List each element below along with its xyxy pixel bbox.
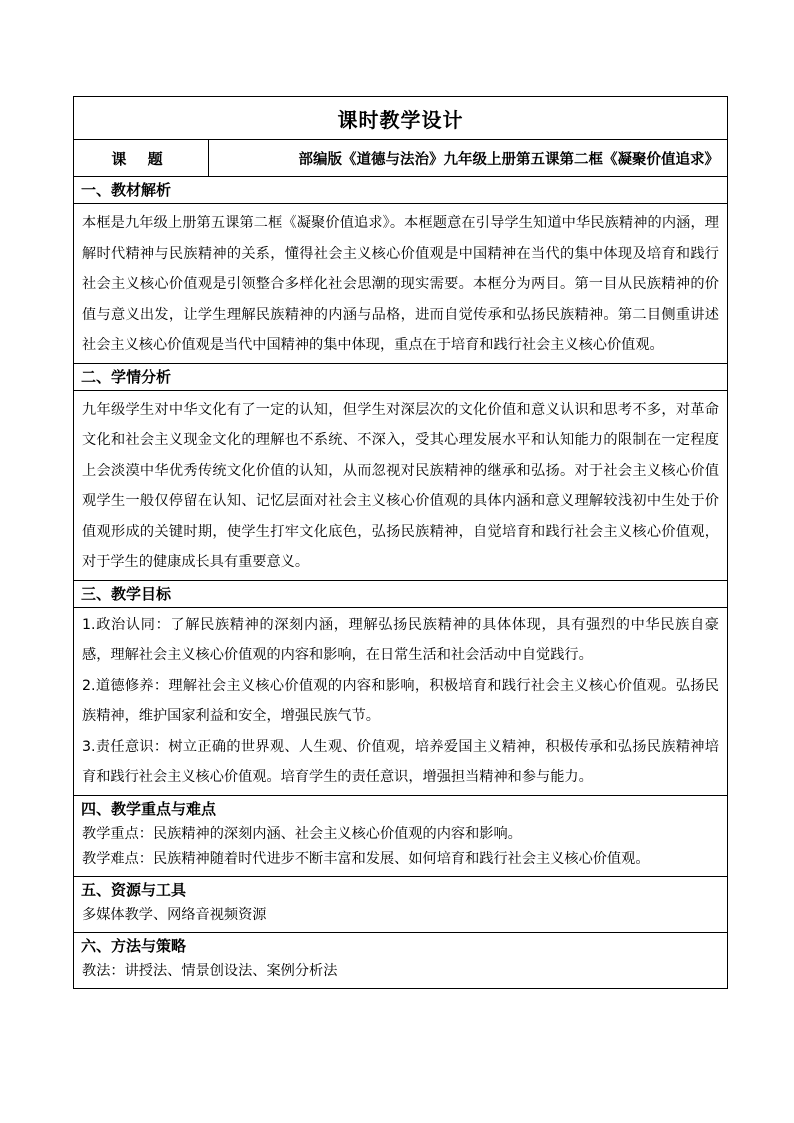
key-point-item: 教学重点：民族精神的深刻内涵、社会主义核心价值观的内容和影响。: [82, 825, 522, 842]
section-body-resources: [74, 903, 727, 932]
goal-item: 1.政治认同：了解民族精神的深刻内涵，理解弘扬民族精神的具体体现，具有强烈的中华民族自豪感，理解社会主义核心价值观的内容和影响，在日常生活和社会活动中自觉践行。: [82, 616, 719, 663]
topic-row: [74, 139, 727, 176]
page-title: 课时教学设计: [337, 107, 464, 132]
section-heading-material: 一、教材解析: [74, 176, 727, 203]
section-body-material: [74, 203, 727, 363]
methods-item: 教法：讲授法、情景创设法、案例分析法: [82, 962, 338, 979]
section-heading-goals: 三、教学目标: [74, 580, 727, 607]
student-analysis-text: 九年级学生对中华文化有了一定的认知，但学生对深层次的文化价值和意义认识和思考不多，对革命文化和社会主义现金文化的理解也不系统、不深入，受其心理发展水平和认知能力的限制在一定程度上会淡漠中华优秀传统文化价值的认知，从而忽视对民族精神的继承和弘扬。对于社会主义核心价值观学生一般仅停留在认知、记忆层面对社会主义核心价值观的具体内涵和意义理解较浅初中生处于价值观形成的关键时期，使学生打牢文化底色，弘扬民族精神，自觉培育和践行社会主义核心价值观，对于学生的健康成长具有重要意义。: [82, 401, 719, 570]
section-heading-key-points: 四、教学重点与难点: [74, 795, 727, 822]
section-body-students: [74, 390, 727, 580]
section-body-key-points: [74, 822, 727, 876]
material-analysis-text: 本框是九年级上册第五课第二框《凝聚价值追求》。本框题意在引导学生知道中华民族精神的内涵，理解时代精神与民族精神的关系，懂得社会主义核心价值观是中国精神在当代的集中体现及培育和践行社会主义核心价值观是引领整合多样化社会思潮的现实需要。本框分为两目。第一目从民族精神的价值与意义出发，让学生理解民族精神的内涵与品格，进而自觉传承和弘扬民族精神。第二目侧重讲述社会主义核心价值观是当代中国精神的集中体现，重点在于培育和践行社会主义核心价值观。: [82, 215, 719, 353]
section-heading-resources: 五、资源与工具: [74, 876, 727, 903]
section-heading-students: 二、学情分析: [74, 363, 727, 390]
topic-value: 部编版《道德与法治》九年级上册第五课第二框《凝聚价值追求》: [298, 151, 719, 168]
goal-item: 2.道德修养：理解社会主义核心价值观的内容和影响，积极培育和践行社会主义核心价值观。弘扬民族精神，维护国家利益和安全，增强民族气节。: [82, 677, 719, 724]
resources-item: 多媒体教学、网络音视频资源: [82, 906, 267, 923]
section-heading-methods: 六、方法与策略: [74, 932, 727, 959]
difficulty-item: 教学难点：民族精神随着时代进步不断丰富和发展、如何培育和践行社会主义核心价值观。: [82, 850, 650, 867]
title-row: [74, 97, 727, 139]
section-body-methods: [74, 959, 727, 988]
topic-label: 课 题: [74, 140, 209, 176]
section-body-goals: [74, 607, 727, 795]
goal-item: 3.责任意识：树立正确的世界观、人生观、价值观，培养爱国主义精神，积极传承和弘扬民族精神培育和践行社会主义核心价值观。培育学生的责任意识，增强担当精神和参与能力。: [82, 738, 719, 785]
lesson-design-table: [73, 96, 728, 989]
